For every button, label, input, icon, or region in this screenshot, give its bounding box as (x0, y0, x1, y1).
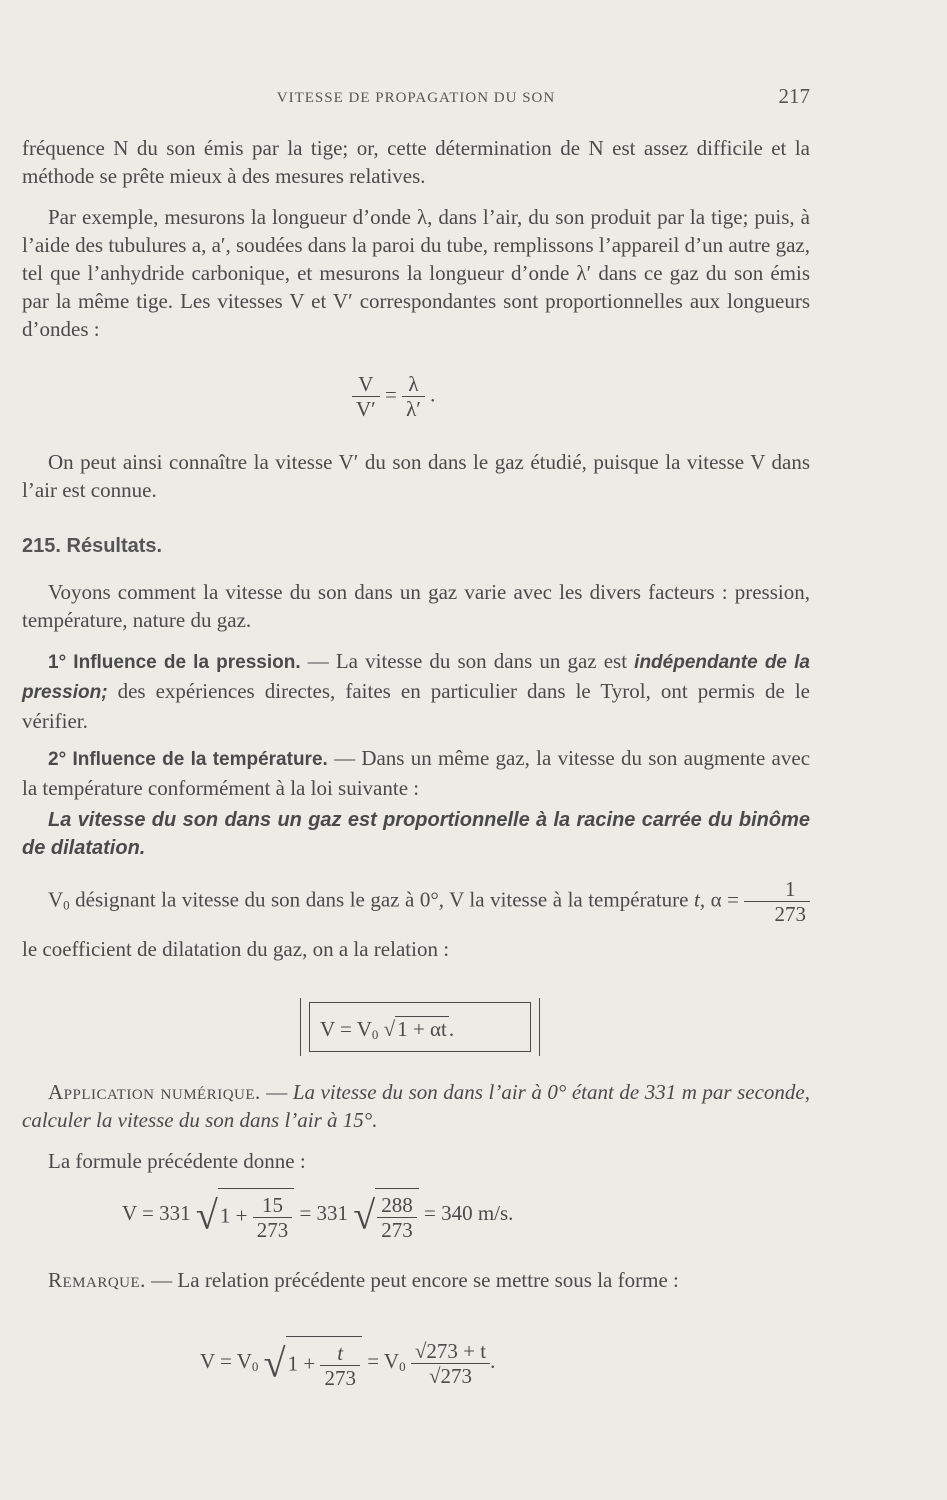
t-symbol: t (694, 887, 700, 912)
fraction-numerator: 288 (381, 1193, 413, 1217)
fraction-15-273 (253, 1193, 293, 1242)
fraction-numerator: V (358, 372, 374, 396)
paragraph-2-text: Par exemple, mesurons la longueur d’onde λ, dans l’air, du son produit par la tige; puis, à l’aide des tubulures a, a′, soudées dans la paroi du tube, remplissons l’appareil d’un autre gaz, tel que l’anhydride carbonique, et mesurons la longueur d’onde λ′ dans ce gaz du son émis par la même tige. Les vitesses V et V′ correspondantes sont proportionnelles aux longueurs d’ondes : (22, 205, 810, 341)
application-label: Application numérique. (48, 1080, 261, 1104)
paragraph-pressure-text (22, 647, 810, 735)
sqrt-sign-icon: √ (353, 1192, 376, 1238)
one-plus: 1 + (219, 1203, 253, 1228)
eq3-lhs: V = V (200, 1348, 252, 1373)
paragraph-temperature (22, 744, 810, 802)
paragraph-1-text: fréquence N du son émis par la tige; or, cette détermination de N est assez difficile et la méthode se prête mieux à des mesures relatives. (22, 136, 810, 188)
sqrt-2 (353, 1188, 418, 1242)
application-dash: — (260, 1080, 293, 1104)
sqrt-1 (196, 1188, 294, 1242)
paragraph-3-text: On peut ainsi connaître la vitesse V′ du son dans le gaz étudié, puisque la vitesse V dans l’air est connue. (22, 450, 810, 502)
relation-text-2: le coefficient de dilatation du gaz, on a la relation : (22, 937, 450, 962)
running-title: VITESSE DE PROPAGATION DU SON (276, 90, 556, 106)
formula-end: . (448, 1017, 455, 1041)
remarque-body: — La relation précédente peut encore se mettre sous la forme : (145, 1268, 679, 1292)
eq3-subscript-2: 0 (399, 1358, 406, 1374)
fraction-root-ratio (411, 1339, 490, 1388)
v0-subscript: 0 (63, 897, 70, 913)
equation-end: . (430, 382, 436, 407)
fraction-v-ratio (352, 372, 380, 421)
fraction-denominator: √273 (411, 1363, 490, 1388)
section-number: 215. (22, 535, 61, 557)
page-header (22, 84, 810, 114)
fraction-numerator: √273 + t (414, 1338, 487, 1363)
sqrt-sign-icon: √ (263, 1340, 286, 1386)
law-statement (22, 806, 810, 862)
equation-ratio (352, 372, 435, 421)
radicand-1 (218, 1188, 294, 1242)
paragraph-2 (22, 203, 810, 343)
sqrt-sign-icon: √ (195, 1192, 218, 1238)
fraction-denominator: 273 (744, 901, 810, 926)
radicand-3 (286, 1336, 362, 1390)
remarque-text (22, 1266, 810, 1294)
sqrt-3 (264, 1336, 362, 1390)
formula-subscript: 0 (371, 1027, 379, 1042)
paragraph-formula-gives-text: La formule précédente donne : (48, 1149, 306, 1173)
fraction-numerator: 15 (261, 1193, 283, 1217)
fraction-denominator: 273 (253, 1217, 293, 1242)
paragraph-4-text: Voyons comment la vitesse du son dans un gaz varie avec les divers facteurs : pression, température, nature du gaz. (22, 580, 810, 632)
alpha-fraction (744, 877, 810, 926)
eq3-end: . (490, 1348, 496, 1373)
page-number: 217 (778, 84, 810, 108)
radicand-2 (375, 1188, 419, 1242)
paragraph-4 (22, 578, 810, 634)
law-statement-text: La vitesse du son dans un gaz est proportionnelle à la racine carrée du binôme de dilatation. (22, 809, 810, 859)
fraction-numerator: t (337, 1341, 344, 1365)
application-problem: La vitesse du son dans l’air à 0° étant de 331 m par seconde, calculer la vitesse du son dans l’air à 15°. (22, 1080, 811, 1132)
eq2-lhs: V = 331 (122, 1200, 191, 1225)
pressure-lead: 1° Influence de la pression. (48, 652, 301, 673)
eq3-subscript: 0 (251, 1358, 259, 1374)
fraction-t-273 (320, 1341, 360, 1390)
section-heading (22, 535, 162, 558)
equation-numeric (122, 1188, 513, 1242)
equals-sign: = (385, 382, 397, 407)
fraction-numerator: 1 (784, 877, 796, 901)
alpha-equals: , α = (699, 887, 745, 912)
application-paragraph (22, 1078, 810, 1134)
section-title: Résultats. (66, 535, 163, 557)
eq2-mid: = 331 (299, 1200, 349, 1225)
remarque-label: Remarque. (48, 1268, 146, 1292)
v0-symbol: V (48, 887, 64, 912)
temperature-rest: — Dans un même gaz, la vitesse du son augmente avec la température conformément à la loi suivante : (22, 746, 811, 800)
fraction-denominator: 273 (377, 1217, 417, 1242)
paragraph-3 (22, 448, 810, 504)
fraction-denominator: V′ (352, 396, 380, 421)
one-plus: 1 + (287, 1351, 321, 1376)
fraction-numerator: λ (408, 372, 419, 396)
equation-alternate (200, 1336, 495, 1390)
paragraph-1 (22, 134, 810, 190)
pressure-dash: — La vitesse du son dans un gaz est (300, 649, 635, 673)
boxed-formula-frame (309, 1002, 531, 1052)
sqrt-symbol: √ (383, 1017, 396, 1041)
paragraph-relation-text (22, 877, 810, 971)
fraction-denominator: λ′ (402, 396, 425, 421)
remarque-paragraph (22, 1266, 810, 1294)
paragraph-pressure (22, 647, 810, 735)
pressure-rest: des expériences directes, faites en particulier dans le Tyrol, ont permis de le vérifier. (22, 679, 810, 733)
eq2-result: = 340 m/s. (423, 1200, 514, 1225)
eq3-mid: = V (367, 1348, 400, 1373)
formula-lhs: V = V (320, 1017, 372, 1041)
paragraph-formula-gives (22, 1147, 810, 1175)
boxed-formula (300, 998, 540, 1056)
pressure-emphasis: indépendante de la pression; (22, 652, 810, 703)
paragraph-relation (22, 877, 810, 971)
relation-text-1: désignant la vitesse du son dans le gaz à 0°, V la vitesse à la température (69, 887, 695, 912)
radicand-text: 1 + αt (397, 1017, 447, 1041)
application-text (22, 1078, 810, 1134)
paragraph-temperature-text (22, 744, 810, 802)
temperature-lead: 2° Influence de la température. (48, 749, 328, 770)
radicand (395, 1016, 449, 1041)
boxed-formula-text (320, 1017, 454, 1043)
fraction-denominator: 273 (320, 1365, 360, 1390)
fraction-lambda-ratio (402, 372, 425, 421)
fraction-288-273 (377, 1193, 417, 1242)
